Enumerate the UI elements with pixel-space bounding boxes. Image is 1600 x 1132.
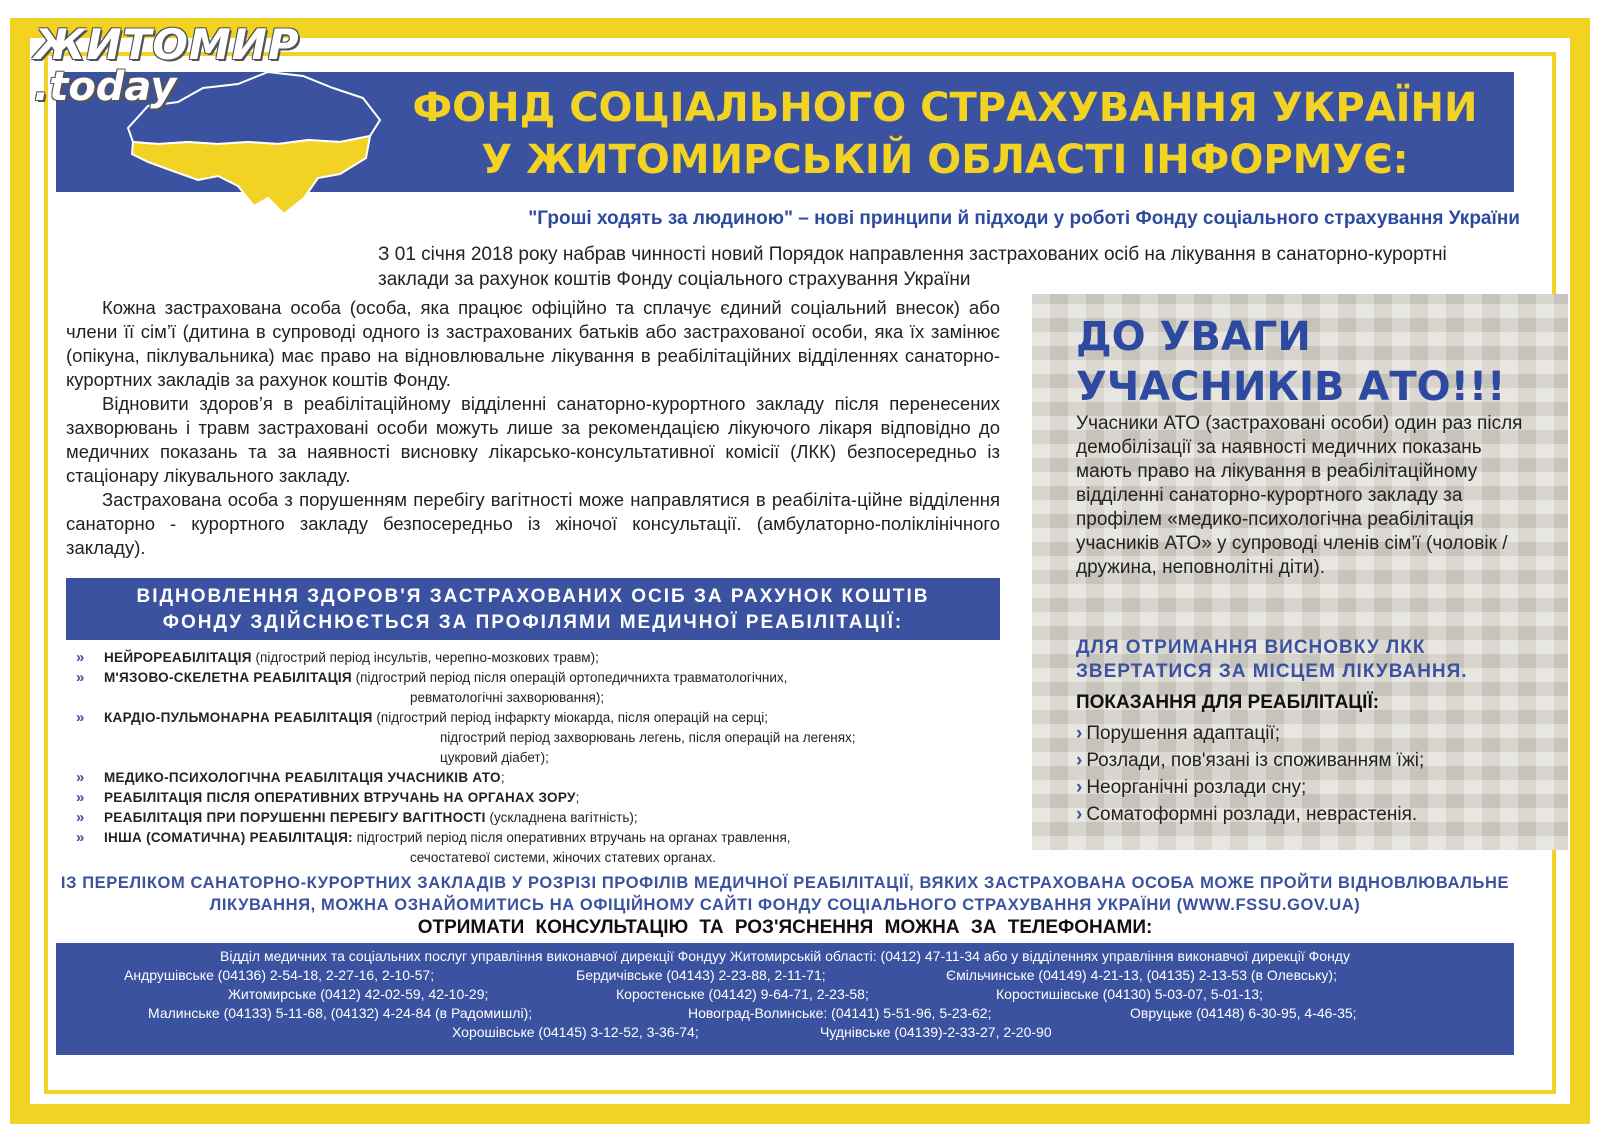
profile-description: (ускладнена вагітність); (485, 810, 638, 825)
profiles-heading-line-2: ФОНДУ ЗДІЙСНЮЄТЬСЯ ЗА ПРОФІЛЯМИ МЕДИЧНОЇ РЕАБІЛІТАЦІЇ: (162, 612, 904, 633)
list-item (1076, 774, 1546, 801)
ato-title-line-2: УЧАСНИКІВ АТО!!! (1076, 364, 1506, 410)
double-chevron-icon: » (76, 669, 85, 686)
profile-description: підгострий період після оперативних втручань на органах травлення, (352, 830, 791, 845)
body-paragraph: Застрахована особа з порушенням перебігу вагітності може направлятися в реабіліта-ційне відділення санаторно - курортного закладу безпосередньо із жіночої консультації. (амбулаторно-поліклінічного закладу). (66, 489, 1000, 558)
lkk-notice: ДЛЯ ОТРИМАННЯ ВИСНОВКУ ЛКК ЗВЕРТАТИСЯ ЗА МІСЦЕМ ЛІКУВАННЯ. (1076, 637, 1468, 682)
indication-text: Розлади, пов'язані із споживанням їжі; (1086, 750, 1425, 771)
profile-description-continued: цукровий діабет); (440, 750, 549, 765)
profile-description-continued: сечостатевої системи, жіночих статевих органах. (410, 850, 716, 865)
contact-entry: Малинське (04133) 5-11-68, (04132) 4-24-84 (в Радомишлі); (148, 1005, 533, 1021)
rehab-profiles-list (74, 648, 1004, 868)
site-watermark (34, 20, 300, 110)
profile-description: (підгострий період після операцій ортопедичнихта травматологічних, (351, 670, 788, 685)
double-chevron-icon: » (76, 829, 85, 846)
list-item (1076, 747, 1546, 774)
watermark-city: ЖИТОМИР (34, 20, 300, 69)
intro-text: З 01 січня 2018 року набрав чинності новий Порядок направлення застрахованих осіб на лікування в санаторно-курортні заклади за рахунок коштів Фонду соціального страхування України (378, 244, 1447, 290)
profile-name: РЕАБІЛІТАЦІЯ ПРИ ПОРУШЕННІ ПЕРЕБІГУ ВАГІТНОСТІ (104, 810, 486, 825)
profile-description: ; (575, 790, 580, 805)
contacts-main: Відділ медичних та соціальних послуг управління виконавчої дирекції Фондуу Житомирській області: (0412) 47-11-34 або у відділеннях управління виконавчої дирекції Фонду (220, 948, 1350, 964)
profile-description-continued: ревматологічні захворювання); (410, 690, 605, 705)
contact-entry: Новоград-Волинське: (04141) 5-51-96, 5-23-62; (688, 1005, 992, 1021)
body-paragraph: Відновити здоров’я в реабілітаційному відділенні санаторно-курортного закладу після перенесених захворювань і травм застраховані особи можуть лише за рекомендацією лікуючого лікаря відповідно до медичних показань та за наявності висновку лікарсько-консультативної комісії (ЛКК) безпосередньо із стаціонару лікувального закладу. (66, 393, 1000, 486)
list-item (74, 648, 1004, 668)
title-line-2: У ЖИТОМИРСЬКІЙ ОБЛАСТІ ІНФОРМУЄ: (481, 137, 1409, 183)
profile-name: РЕАБІЛІТАЦІЯ ПІСЛЯ ОПЕРАТИВНИХ ВТРУЧАНЬ НА ОРГАНАХ ЗОРУ (104, 790, 576, 805)
contacts-box (56, 943, 1514, 1055)
profiles-heading-box (66, 578, 1000, 640)
chevron-right-icon: › (1076, 804, 1083, 825)
list-item (74, 788, 1004, 808)
ato-title (1076, 312, 1556, 412)
title-line-1: ФОНД СОЦІАЛЬНОГО СТРАХУВАННЯ УКРАЇНИ (412, 85, 1478, 131)
contact-entry: Хорошівське (04145) 3-12-52, 3-36-74; (452, 1024, 699, 1040)
chevron-right-icon: › (1076, 750, 1083, 771)
profile-description: (підгострий період інсультів, черепно-мозкових травм); (251, 650, 599, 665)
contact-entry: Бердичівське (04143) 2-23-88, 2-11-71; (576, 967, 826, 983)
list-item (1076, 720, 1546, 747)
watermark-domain: .today (34, 64, 177, 110)
profile-name: М'ЯЗОВО-СКЕЛЕТНА РЕАБІЛІТАЦІЯ (104, 670, 352, 685)
list-item (74, 828, 1004, 868)
profile-name: МЕДИКО-ПСИХОЛОГІЧНА РЕАБІЛІТАЦІЯ УЧАСНИКІВ АТО (104, 770, 501, 785)
page-title (390, 82, 1500, 186)
profile-description: ; (500, 770, 505, 785)
profile-description-continued: підгострий період захворювань легень, після операцій на легенях; (440, 730, 856, 745)
indication-text: Соматоформні розлади, неврастенія. (1086, 804, 1418, 825)
double-chevron-icon: » (76, 789, 85, 806)
list-item (74, 808, 1004, 828)
contact-entry: Овруцьке (04148) 6-30-95, 4-46-35; (1130, 1005, 1357, 1021)
subtitle: "Гроші ходять за людиною" – нові принципи й підходи у роботі Фонду соціального страхування України (528, 208, 1520, 229)
contact-entry: Коростишівське (04130) 5-03-07, 5-01-13; (996, 986, 1263, 1002)
profile-name: НЕЙРОРЕАБІЛІТАЦІЯ (104, 650, 252, 665)
profile-name: ІНША (СОМАТИЧНА) РЕАБІЛІТАЦІЯ: (104, 830, 353, 845)
indications-title: ПОКАЗАННЯ ДЛЯ РЕАБІЛІТАЦІЇ: (1076, 692, 1380, 713)
indication-text: Порушення адаптації; (1086, 723, 1280, 744)
chevron-right-icon: › (1076, 723, 1083, 744)
list-item (1076, 801, 1546, 828)
contact-entry: Андрушівське (04136) 2-54-18, 2-27-16, 2-10-57; (124, 967, 435, 983)
double-chevron-icon: » (76, 809, 85, 826)
list-item (74, 768, 1004, 788)
body-text (66, 296, 1000, 560)
contact-entry: Ємільчинське (04149) 4-21-13, (04135) 2-13-53 (в Олевську); (946, 967, 1337, 983)
list-item (74, 708, 1004, 768)
chevron-right-icon: › (1076, 777, 1083, 798)
footer-note: ІЗ ПЕРЕЛІКОМ САНАТОРНО-КУРОРТНИХ ЗАКЛАДІВ У РОЗРІЗІ ПРОФІЛІВ МЕДИЧНОЇ РЕАБІЛІТАЦІЇ, ВЯКИХ ЗАСТРАХОВАНА ОСОБА МОЖЕ ПРОЙТИ ВІДНОВЛЮВАЛЬНЕ ЛІКУВАННЯ, МОЖНА ОЗНАЙОМИТИСЬ НА ОФІЦІЙНОМУ САЙТІ ФОНДУ СОЦІАЛЬНОГО СТРАХУВАННЯ УКРАЇНИ (WWW.FSSU.GOV.UA) (60, 874, 1510, 914)
indications-list (1076, 720, 1546, 828)
profile-description: (підгострий період інфаркту міокарда, після операцій на серці; (372, 710, 769, 725)
profiles-heading-line-1: ВІДНОВЛЕННЯ ЗДОРОВ'Я ЗАСТРАХОВАНИХ ОСІБ ЗА РАХУНОК КОШТІВ (136, 586, 930, 607)
double-chevron-icon: » (76, 649, 85, 666)
double-chevron-icon: » (76, 709, 85, 726)
ato-title-line-1: ДО УВАГИ (1076, 314, 1311, 360)
body-paragraph: Кожна застрахована особа (особа, яка працює офіційно та сплачує єдиний соціальний внесок) або члени її сім’ї (дитина в супроводі одного із застрахованих батьків або застрахованої особи, яка їх замінює (опікуна, піклувальника) має право на відновлювальне лікування в реабілітаційних відділеннях санаторно-курортних закладів за рахунок коштів Фонду. (66, 297, 1000, 390)
contact-entry: Житомирське (0412) 42-02-59, 42-10-29; (228, 986, 489, 1002)
profile-name: КАРДІО-ПУЛЬМОНАРНА РЕАБІЛІТАЦІЯ (104, 710, 373, 725)
contact-entry: Чуднівське (04139)-2-33-27, 2-20-90 (820, 1024, 1052, 1040)
consult-heading: ОТРИМАТИ КОНСУЛЬТАЦІЮ ТА РОЗ'ЯСНЕННЯ МОЖНА ЗА ТЕЛЕФОНАМИ: (417, 917, 1153, 938)
ato-text: Учасники АТО (застраховані особи) один раз після демобілізації за наявності медичних показань мають право на лікування в реабілітаційному відділенні санаторно-курортного закладу за профілем «медико-психологічна реабілітація учасників АТО» у супроводі членів сім’ї (чоловік / дружина, неповнолітні діти). (1076, 413, 1523, 578)
list-item (74, 668, 1004, 708)
contact-entry: Коростенське (04142) 9-64-71, 2-23-58; (616, 986, 869, 1002)
indication-text: Неорганічні розлади сну; (1086, 777, 1307, 798)
double-chevron-icon: » (76, 769, 85, 786)
